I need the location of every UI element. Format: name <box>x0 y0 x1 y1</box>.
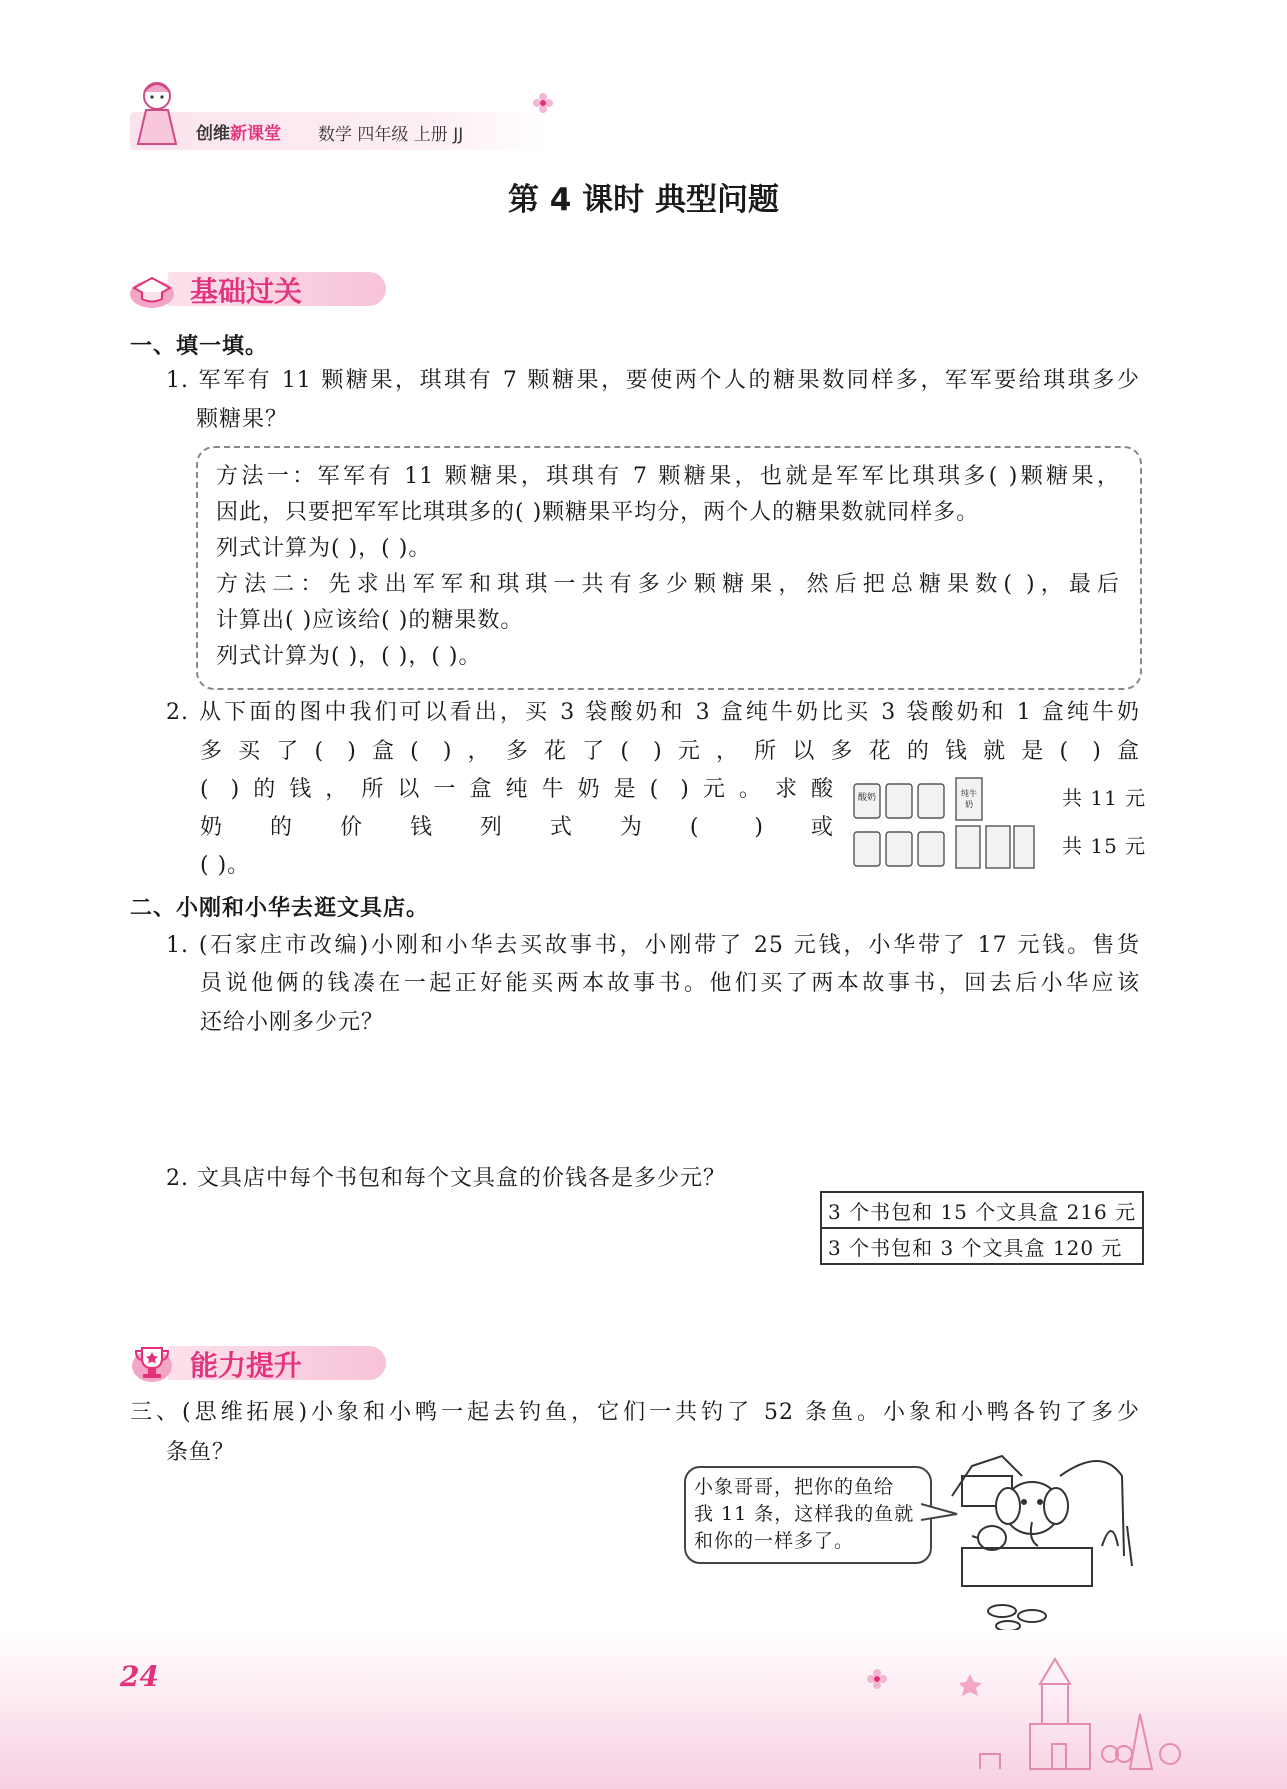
table-cell: 3 个书包和 3 个文具盒 120 元 <box>821 1228 1143 1264</box>
graduation-cap-icon <box>128 266 176 310</box>
row1-total: 共 11 元 <box>1062 786 1147 810</box>
yogurt-label: 酸奶 <box>857 793 876 803</box>
subject-info: 数学 四年级 上册 JJ <box>318 125 464 145</box>
p2q1-line3: 还给小刚多少元？ <box>200 1010 385 1035</box>
q1-line1: 1. 军军有 11 颗糖果，琪琪有 7 颗糖果，要使两个人的糖果数同样多，军军要给琪琪多少 <box>166 368 1140 393</box>
q2-line1: 2. 从下面的图中我们可以看出，买 3 袋酸奶和 3 盒纯牛奶比买 3 袋酸奶和 1 盒纯牛奶 <box>166 700 1140 725</box>
table-row <box>821 1192 1143 1228</box>
method-line-2: 因此，只要把军军比琪琪多的( )颗糖果平均分，两个人的糖果数就同样多。 <box>216 500 980 525</box>
product-figure <box>852 776 1147 872</box>
milk-box-icon <box>986 826 1010 868</box>
elephant-duck-fishing-illustration <box>942 1436 1142 1636</box>
row2-total: 共 15 元 <box>1062 834 1147 858</box>
yogurt-bag-icon <box>854 832 880 866</box>
p3-line1: 三、(思维拓展)小象和小鸭一起去钓鱼，它们一共钓了 52 条鱼。小象和小鸭各钓了多少 <box>130 1400 1140 1425</box>
part2-heading: 二、小刚和小华去逛文具店。 <box>130 895 430 921</box>
table-cell: 3 个书包和 15 个文具盒 216 元 <box>821 1192 1143 1228</box>
brand-part2: 新课堂 <box>230 124 281 144</box>
page-title: 第 4 课时 典型问题 <box>508 182 779 218</box>
banner-label: 基础过关 <box>190 275 303 308</box>
yogurt-bag-icon <box>918 784 944 818</box>
method-line-3: 列式计算为( )，( )。 <box>216 536 432 561</box>
yogurt-bag-icon <box>886 832 912 866</box>
yogurt-bag-icon <box>918 832 944 866</box>
yogurt-bag-icon <box>886 784 912 818</box>
trophy-icon <box>128 1340 176 1384</box>
q2-line4: 奶的价钱列式为( )或 <box>200 815 834 840</box>
price-table <box>820 1191 1144 1265</box>
p2q2-line1: 2. 文具店中每个书包和每个文具盒的价钱各是多少元？ <box>166 1166 726 1191</box>
method-line-6: 列式计算为( )，( )，( )。 <box>216 644 482 669</box>
flower-icon <box>532 92 554 114</box>
page-number: 24 <box>120 1660 159 1693</box>
method-line-1: 方法一：军军有 11 颗糖果，琪琪有 7 颗糖果，也就是军军比琪琪多( )颗糖果， <box>216 464 1120 489</box>
product-icons <box>852 776 1036 872</box>
q2-line3: ( )的钱，所以一盒纯牛奶是( )元。求酸 <box>200 777 834 802</box>
q2-line5: ( )。 <box>200 853 251 878</box>
part1-heading: 一、填一填。 <box>130 333 269 359</box>
girl-mascot-icon <box>128 78 186 148</box>
section-banner-basics <box>128 266 398 310</box>
p2q1-line2: 员说他俩的钱凑在一起正好能买两本故事书。他们买了两本故事书，回去后小华应该 <box>200 971 1140 996</box>
method-line-4: 方法二：先求出军军和琪琪一共有多少颗糖果，然后把总糖果数( )，最后 <box>216 572 1120 597</box>
method-line-5: 计算出( )应该给( )的糖果数。 <box>216 608 524 633</box>
p3-line2: 条鱼？ <box>166 1440 236 1465</box>
bubble-line-1: 小象哥哥，把你的鱼给 <box>694 1476 895 1498</box>
milk-label: 纯牛奶 <box>961 789 977 809</box>
q1-line2: 颗糖果？ <box>196 407 289 432</box>
fishing-rod <box>1060 1461 1122 1476</box>
milk-box-icon <box>956 826 980 868</box>
banner-label: 能力提升 <box>190 1349 303 1382</box>
section-banner-advanced <box>128 1340 398 1384</box>
flower-icon <box>866 1668 888 1690</box>
castle-decoration-icon <box>960 1654 1190 1774</box>
p2q1-line1: 1. (石家庄市改编)小刚和小华去买故事书，小刚带了 25 元钱，小华带了 17 元钱。售货 <box>166 933 1140 958</box>
q2-line2: 多买了( )盒( )，多花了( )元，所以多花的钱就是( )盒 <box>200 739 1140 764</box>
bubble-line-2: 我 11 条，这样我的鱼就 <box>694 1503 915 1525</box>
brand-name <box>196 119 281 144</box>
table-row <box>821 1228 1143 1264</box>
milk-box-icon <box>1014 826 1034 868</box>
bubble-line-3: 和你的一样多了。 <box>694 1530 855 1552</box>
brand-part1: 创维 <box>196 124 230 144</box>
